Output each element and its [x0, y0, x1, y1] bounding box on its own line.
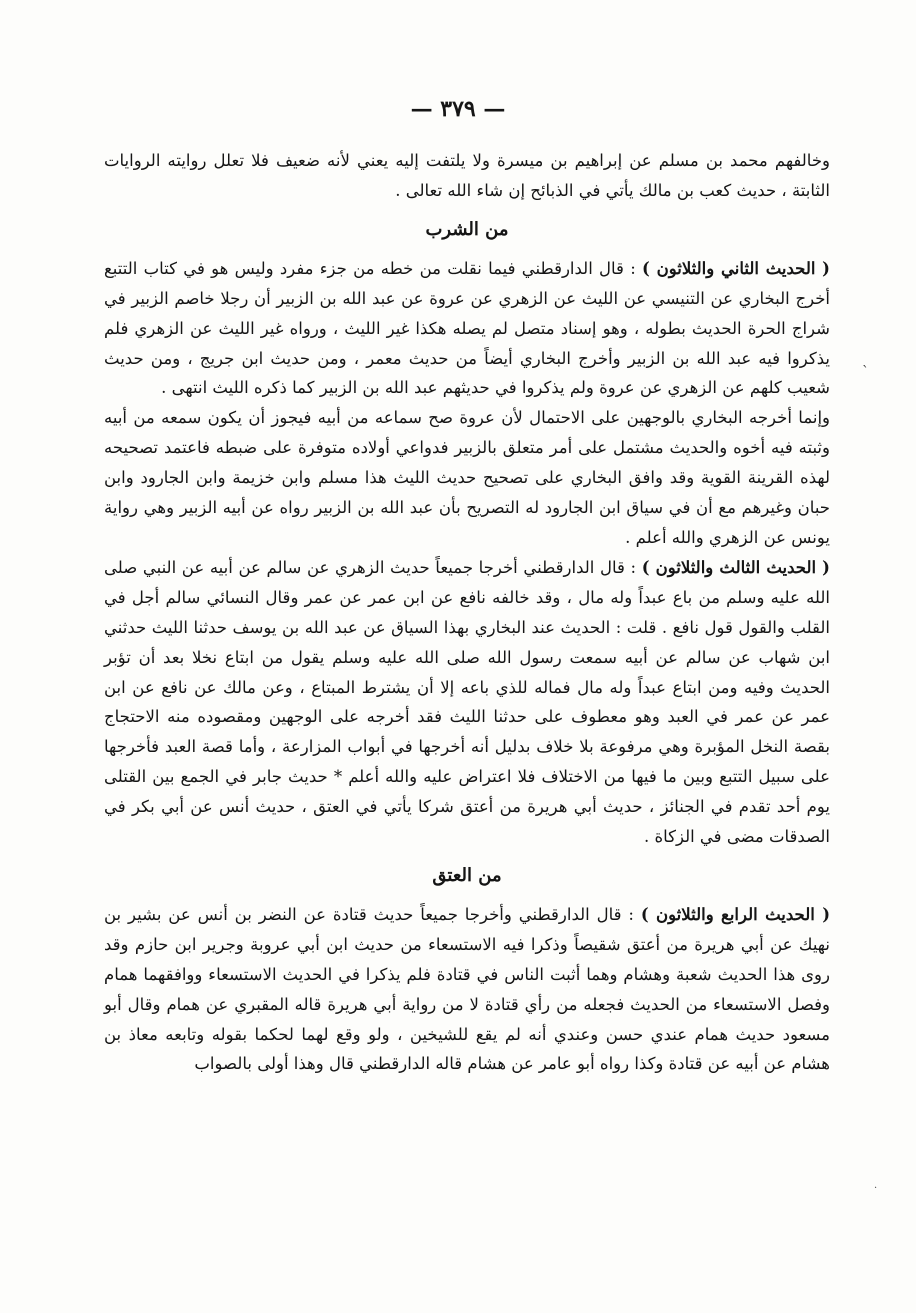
section-heading-drinks: من الشرب	[425, 218, 509, 240]
intro-paragraph: وخالفهم محمد بن مسلم عن إبراهيم بن ميسرة ولا يلتفت إليه يعني لأنه ضعيف فلا تعلل روايته الروايات الثابتة ، حديث كعب بن مالك يأتي في الذبائح إن شاء الله تعالى .	[104, 151, 830, 200]
hadith-32-text: : قال الدارقطني فيما نقلت من خطه من جزء مفرد وليس هو في كتاب التتبع أخرج البخاري عن التنيسي عن الليث عن الزهري عن عروة عن عبد الله بن الزبير أن رجلا خاصم الزبير في شراج الحرة الحديث بطوله ، وهو إسناد متصل لم يصله هكذا غير الليث ، ورواه غير الليث عن الزهري فلم يذكروا فيه عبد الله بن الزبير وأخرج البخاري أيضاً من حديث معمر ، ومن حديث ابن جريج ، ومن حديث شعيب كلهم عن الزهري عن عروة ولم يذكروا في حديثهم عبد الله بن الزبير كما ذكره الليث انتهى .	[104, 258, 830, 398]
margin-dot: ·	[874, 1183, 878, 1194]
hadith-33-text: : قال الدارقطني أخرجا جميعاً حديث الزهري عن سالم عن أبيه عن النبي صلى الله عليه وسلم من باع عبداً وله مال ، وقد خالفه نافع عن ابن عمر عن عمر وقال النسائي سالم أجل في القلب والقول قول نافع . قلت : الحديث عند البخاري بهذا السياق عن عبد الله بن يوسف حدثنا الليث حدثني ابن شهاب عن سالم عن أبيه سمعت رسول الله صلى الله عليه وسلم يقول من ابتاع نخلا بعد أن تؤبر الحديث وفيه ومن ابتاع عبداً وله مال فماله للذي باعه إلا أن يشترط المبتاع ، وعن مالك عن نافع عن ابن عمر عن عمر في العبد وهو معطوف على حدثنا الليث فقد أخرجه على الوجهين ومقصوده منه الاحتجاج بقصة النخل المؤبرة وهي مرفوعة بلا خلاف بدليل أنه أخرجها في أبواب المزارعة ، وأما قصة العبد فأخرجها على سبيل التتبع وبين ما فيها من الاختلاف فلا اعتراض عليه والله أعلم * حديث جابر في الجمع بين القتلى يوم أحد تقدم في الجنائز ، حديث أبي هريرة من أعتق شركا يأتي في العتق ، حديث أنس عن أبي بكر في الصدقات مضى في الزكاة .	[104, 557, 830, 847]
hadith-32-paragraph	[104, 254, 830, 404]
page-number: — ٣٧٩ —	[410, 96, 506, 122]
section-heading-manumission: من العتق	[432, 864, 502, 886]
hadith-33-paragraph	[104, 553, 830, 852]
hadith-34-title: ( الحديث الرابع والثلاثون )	[640, 904, 831, 924]
hadith-32-title: ( الحديث الثاني والثلاثون )	[642, 258, 830, 278]
hadith-34-paragraph	[104, 900, 830, 1079]
page-body	[104, 146, 830, 1079]
hadith-32-commentary: وإنما أخرجه البخاري بالوجهين على الاحتمال لأن عروة صح سماعه من أبيه فيجوز أن يكون سمعه من أبيه وثبته فيه أخوه والحديث مشتمل على أمر متعلق بالزبير فدواعي أولاده متوفرة على ضبطه فاعتمد تصحيحه لهذه القرينة القوية وقد وافق البخاري على تصحيح حديث الليث هذا مسلم وابن خزيمة وابن الجارود وابن حبان وغيرهم مع أن في سياق ابن الجارود له التصريح بأن عبد الله بن الزبير رواه عن أبيه الزبير وهي رواية يونس عن الزهري والله أعلم .	[104, 408, 830, 547]
hadith-33-title: ( الحديث الثالث والثلاثون )	[641, 557, 830, 577]
hadith-34-text: : قال الدارقطني وأخرجا جميعاً حديث قتادة عن النضر بن أنس عن بشير بن نهيك عن أبي هريرة من أعتق شقيصاً وذكرا فيه الاستسعاء من حديث ابن أبي عروبة وجرير ابن حازم وقد روى هذا الحديث شعبة وهشام وهما أثبت الناس في قتادة فلم يذكرا في الحديث الاستسعاء ووافقهما همام وفصل الاستسعاء من الحديث فجعله من رأي قتادة لا من رواية أبي هريرة قاله المقبري عن همام وقال أبو مسعود حديث همام عندي حسن وعندي أنه لم يقع للشيخين ، ولو وقع لهما لحكما بقوله وتابعه معاذ بن هشام عن أبيه عن قتادة وكذا رواه أبو عامر عن هشام قاله الدارقطني قال وهذا أولى بالصواب	[104, 904, 830, 1074]
margin-mark: ˋ	[862, 364, 869, 380]
